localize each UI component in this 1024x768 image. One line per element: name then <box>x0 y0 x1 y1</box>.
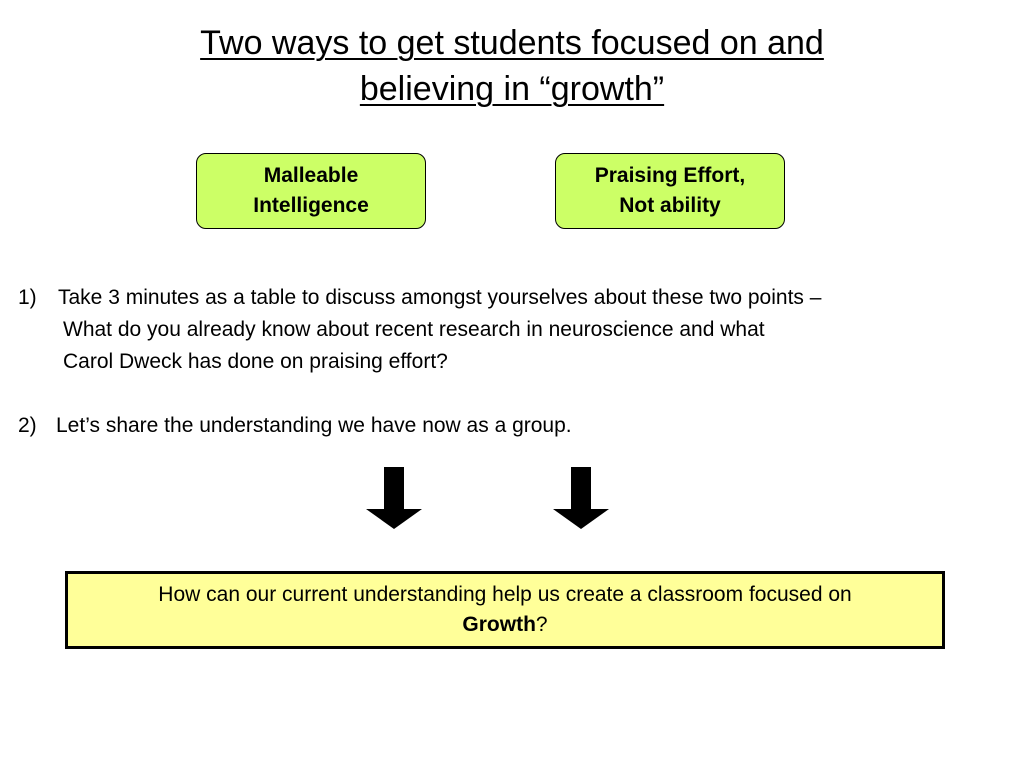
question-mark: ? <box>535 613 548 636</box>
slide-title-line-1: Two ways to get students focused on and <box>200 24 824 62</box>
malleable-intelligence-box <box>196 153 426 229</box>
down-arrow-icon <box>366 467 422 531</box>
step-1-line-2: What do you already know about recent research in neuroscience and what <box>63 318 765 341</box>
step-1-line-3: Carol Dweck has done on praising effort? <box>63 350 448 373</box>
question-growth-emphasis: Growth <box>462 613 536 636</box>
malleable-intelligence-line-2: Intelligence <box>253 194 369 217</box>
praising-effort-line-2: Not ability <box>619 194 721 217</box>
slide-title-line-2: believing in “growth” <box>359 70 665 108</box>
question-line-1: How can our current understanding help us create a classroom focused on <box>158 583 852 606</box>
question-line-2 <box>462 610 547 640</box>
down-arrow-icon <box>553 467 609 531</box>
discussion-steps <box>18 282 1008 442</box>
arrows <box>0 467 1024 531</box>
praising-effort-line-1: Praising Effort, <box>594 164 746 187</box>
praising-effort-box <box>555 153 785 229</box>
step-2 <box>18 410 1008 442</box>
question-box <box>65 571 945 649</box>
step-1 <box>18 282 1008 378</box>
slide-title <box>0 20 1024 112</box>
step-2-number: 2) <box>18 414 37 437</box>
step-1-line-1: Take 3 minutes as a table to discuss amongst yourselves about these two points – <box>58 286 822 309</box>
step-2-text: Let’s share the understanding we have now as a group. <box>56 414 572 437</box>
step-1-number: 1) <box>18 286 37 309</box>
malleable-intelligence-line-1: Malleable <box>263 164 359 187</box>
